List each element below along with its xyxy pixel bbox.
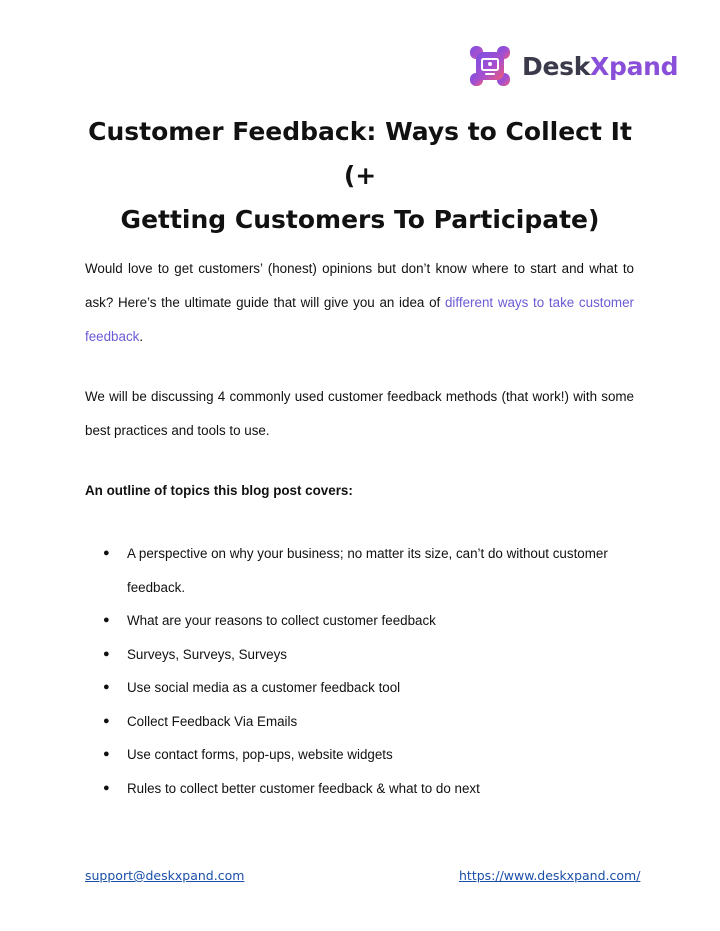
support-email-link[interactable]: support@deskxpand.com	[85, 868, 245, 883]
list-item	[85, 537, 645, 604]
bullet-icon: ●	[103, 681, 110, 693]
brand-wordmark	[522, 51, 679, 81]
brand-logo[interactable]	[466, 41, 678, 91]
bullet-icon: ●	[103, 748, 110, 760]
discussion-paragraph: We will be discussing 4 commonly used customer feedback methods (that work!) with some best practices and tools to use.	[85, 389, 634, 438]
website-link[interactable]: https://www.deskxpand.com/	[459, 868, 641, 883]
list-item	[85, 604, 645, 638]
list-item-text: Rules to collect better customer feedback & what to do next	[127, 780, 480, 796]
list-item	[85, 671, 645, 705]
outline-heading: An outline of topics this blog post covers:	[85, 483, 353, 498]
bullet-icon: ●	[103, 547, 110, 559]
intro-paragraph	[85, 252, 634, 354]
list-item-text: Use social media as a customer feedback tool	[127, 680, 401, 695]
outline-list	[85, 537, 645, 805]
title-line-2: Getting Customers To Participate)	[120, 205, 600, 234]
bullet-icon: ●	[103, 781, 110, 794]
bullet-icon: ●	[103, 714, 110, 727]
list-item-text: What are your reasons to collect customer feedback	[127, 613, 436, 628]
intro-text: Would love to get customers’ (honest) opinions but don’t know where to start and what to ask? Here’s the ultimate guide that will give you an idea of	[85, 261, 634, 310]
bullet-icon: ●	[103, 647, 110, 660]
list-item-text: Surveys, Surveys, Surveys	[127, 646, 287, 662]
list-item-text: Use contact forms, pop-ups, website widgets	[127, 747, 393, 762]
bullet-icon: ●	[103, 614, 110, 626]
feedback-ways-link[interactable]: different ways to take customer feedback	[85, 295, 634, 344]
intro-text-end: .	[139, 329, 144, 344]
brand-name-part2: Xpand	[590, 51, 679, 81]
list-item	[85, 705, 645, 739]
deskxpand-logo-icon	[466, 42, 514, 90]
list-item-text: A perspective on why your business; no matter its size, can’t do without customer feedback.	[127, 546, 608, 595]
brand-name-part1: Desk	[522, 51, 591, 81]
list-item-text: Collect Feedback Via Emails	[127, 713, 298, 729]
list-item	[85, 772, 645, 806]
title-line-1: Customer Feedback: Ways to Collect It (+	[88, 117, 632, 190]
page-title	[70, 110, 650, 242]
list-item	[85, 638, 645, 672]
list-item	[85, 738, 645, 772]
